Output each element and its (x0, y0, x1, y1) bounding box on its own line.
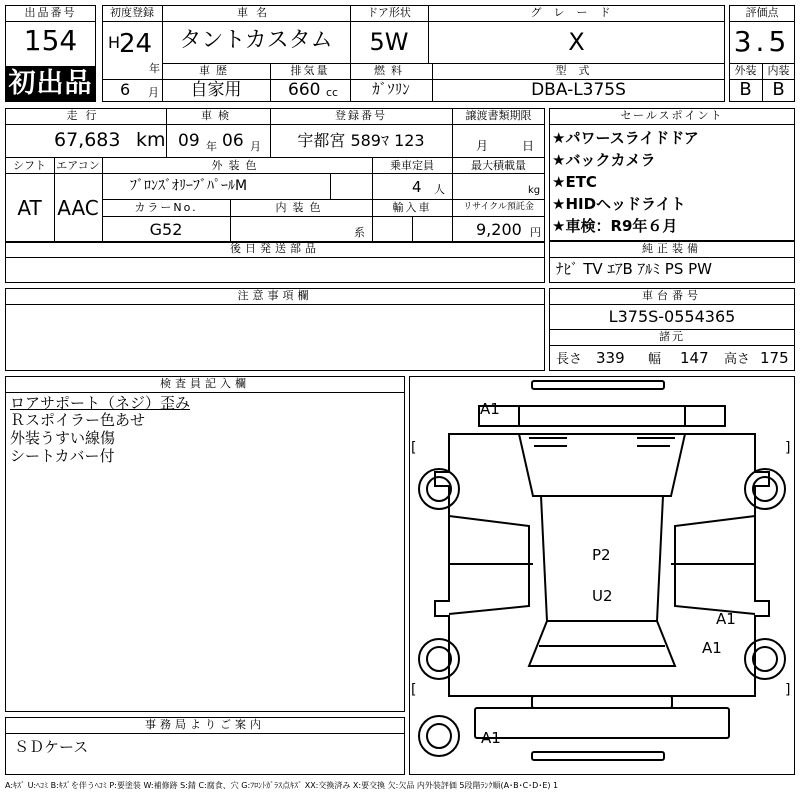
load-capacity-label: 最大積載量 (471, 159, 526, 172)
interior-score: B (772, 79, 785, 100)
equipment-list: ﾅﾋﾞ TV ｴｱB ｱﾙﾐ PS PW (556, 260, 712, 278)
inspection-year: 09 (178, 131, 200, 151)
chassis-number: L375S-0554365 (608, 307, 736, 326)
grade: X (568, 28, 585, 56)
kg-unit: kg (528, 185, 541, 196)
sales-point-item: ★パワースライドドア (552, 129, 699, 147)
yen-unit: 円 (530, 226, 541, 239)
registration-era: H (108, 33, 121, 52)
model-code: DBA-L375S (531, 80, 626, 100)
cc-unit: cc (326, 86, 339, 99)
import-label: 輸入車 (392, 201, 432, 214)
vehicle-history: 自家用 (190, 80, 242, 100)
inspector-note: Ｒスポイラー色あせ (10, 411, 146, 429)
chassis-label: 車台番号 (642, 289, 702, 302)
car-name: タントカスタム (179, 28, 333, 53)
color-number: G52 (149, 220, 183, 239)
sales-point-item: ★HIDヘッドライト (552, 195, 686, 213)
exterior-score: B (739, 79, 752, 100)
svg-text:[: [ (411, 440, 417, 456)
inspection-month-unit: 月 (250, 140, 261, 153)
interior-label: 内装 (767, 64, 790, 77)
overall-score: 3.5 (733, 25, 791, 58)
height: 175 (760, 349, 789, 367)
damage-mark: A1 (481, 729, 501, 747)
person-unit: 人 (434, 183, 445, 196)
score-label: 評価点 (745, 6, 779, 19)
inspection-month: 06 (222, 131, 244, 151)
equipment-label: 純正装備 (642, 242, 702, 255)
inspector-label: 検査員記入欄 (160, 377, 250, 390)
sales-points-label: セールスポイント (620, 109, 724, 122)
inspection-label: 車検 (201, 109, 235, 122)
model-label: 型式 (555, 64, 602, 77)
displacement-label: 排気量 (290, 64, 330, 77)
shift: AT (17, 196, 42, 220)
exterior-color: ﾌﾞﾛﾝｽﾞｵﾘｰﾌﾞﾊﾟｰﾙM (130, 178, 248, 194)
year-unit: 年 (149, 62, 160, 75)
length-label: 長さ (556, 352, 583, 367)
damage-mark: P2 (592, 546, 611, 564)
shift-label: シフト (13, 159, 46, 172)
door-type: 5W (369, 28, 409, 56)
aircon-label: エアコン (56, 159, 100, 172)
height-label: 高さ (724, 352, 751, 367)
recycle-fee: 9,200 (476, 220, 522, 239)
km-unit: km (136, 129, 166, 151)
lot-label: 出品番号 (24, 6, 77, 19)
transfer-deadline-label: 譲渡書類期限 (465, 109, 532, 122)
interior-color-unit: 系 (354, 226, 365, 239)
mileage-label: 走行 (66, 109, 105, 122)
capacity-label: 乗車定員 (390, 159, 434, 172)
plate-label: 登録番号 (335, 109, 387, 122)
sales-point-item: ★ETC (552, 173, 597, 191)
width: 147 (680, 349, 709, 367)
grade-label: グレード (530, 6, 623, 19)
registration-month: 6 (120, 80, 131, 99)
inspector-note: ロアサポート（ネジ）歪み (10, 394, 191, 412)
fuel-label: 燃料 (374, 64, 408, 77)
inspector-note: シートカバー付 (10, 447, 115, 465)
registration-plate: 宇都宮 589ﾏ 123 (297, 131, 425, 150)
month-unit: 月 (148, 86, 159, 99)
car-damage-diagram (409, 376, 795, 775)
inspector-note: 外装うすい線傷 (10, 429, 116, 447)
svg-text:]: ] (785, 440, 791, 456)
office-note: ＳＤケース (14, 738, 89, 756)
length: 339 (596, 349, 625, 367)
office-label: 事務局よりご案内 (145, 718, 265, 731)
exterior-label: 外装 (734, 64, 757, 77)
recycle-fee-label: リサイクル預託金 (463, 202, 534, 212)
registration-label: 初度登録 (110, 6, 154, 19)
history-label: 車歴 (199, 64, 233, 77)
damage-mark: A1 (702, 639, 722, 657)
capacity: 4 (412, 178, 422, 196)
first-listing-badge: 初出品 (5, 66, 96, 102)
exterior-color-label: 外装色 (211, 159, 263, 172)
notes-label: 注意事項欄 (237, 289, 313, 302)
fuel: ｶﾞｿﾘﾝ (372, 80, 410, 98)
lot-number: 154 (23, 24, 78, 57)
inspection-year-unit: 年 (206, 140, 217, 153)
transfer-month-unit: 月 (476, 139, 489, 153)
aircon: AAC (57, 196, 99, 220)
door-type-label: ドア形状 (367, 6, 411, 19)
svg-text:[: [ (411, 682, 417, 698)
registration-year: 24 (119, 29, 153, 59)
damage-mark: A1 (480, 400, 500, 418)
sales-point-item: ★車検：R9年６月 (552, 217, 678, 235)
interior-color-label: 内装色 (275, 201, 327, 214)
damage-mark: U2 (592, 587, 613, 605)
sales-point-item: ★バックカメラ (552, 151, 656, 169)
color-number-label: カラーNo. (134, 201, 198, 214)
specs-label: 諸元 (659, 330, 685, 343)
damage-mark: A1 (716, 610, 736, 628)
svg-text:]: ] (785, 682, 791, 698)
legend-text: A:ｷｽﾞ U:ﾍｺﾐ B:ｷｽﾞを伴うﾍｺﾐ P:要塗装 W:補修跡 S:錆 C:腐食、穴 G:ﾌﾛﾝﾄｶﾞﾗｽ点ｷｽﾞ XX:交換済み X:要交換 欠:欠品 内外装評価 5段階ﾗﾝｸ順(A･B･C･D･E) 1 (5, 781, 559, 790)
displacement: 660 (288, 80, 321, 100)
car-name-label: 車名 (237, 6, 275, 19)
mileage: 67,683 (54, 129, 121, 151)
transfer-day-unit: 日 (522, 139, 535, 153)
width-label: 幅 (648, 352, 662, 367)
later-parts-label: 後日発送部品 (230, 242, 320, 255)
